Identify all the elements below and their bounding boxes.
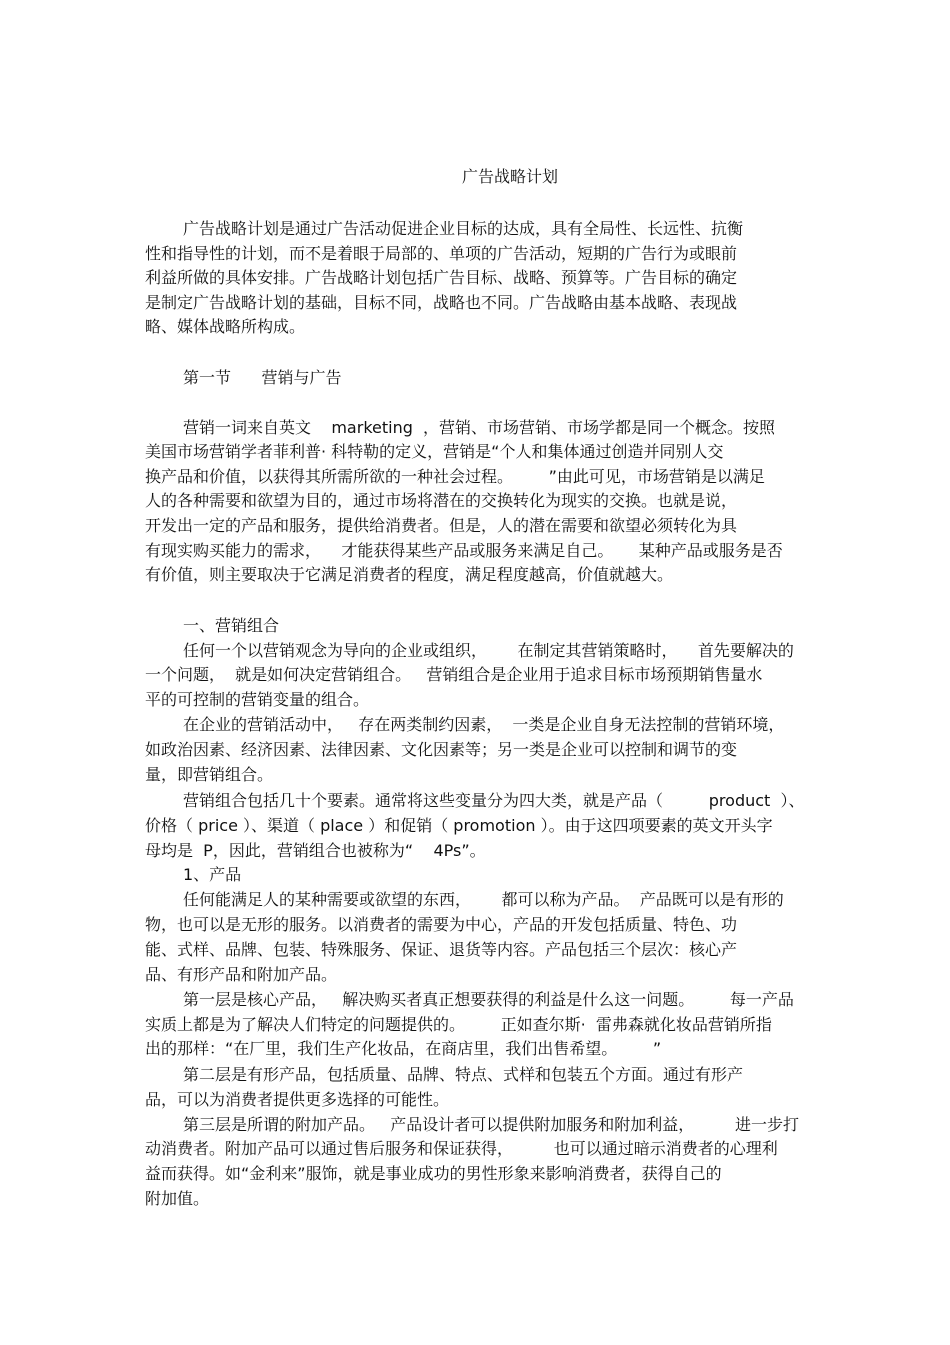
paragraph-line: 是制定广告战略计划的基础，目标不同，战略也不同。广告战略由基本战略、表现战 <box>145 293 738 312</box>
section-heading: 第一节 营销与广告 <box>183 368 342 387</box>
paragraph-line: 第一层是核心产品， 解决购买者真正想要获得的利益是什么这一问题。 每一产品 <box>183 990 794 1009</box>
paragraph-line: 附加值。 <box>145 1189 210 1208</box>
paragraph-line: 人的各种需要和欲望为目的，通过市场将潜在的交换转化为现实的交换。也就是说， <box>145 491 738 510</box>
subsection-heading: 1、产品 <box>183 865 242 884</box>
document-title: 广告战略计划 <box>461 167 558 186</box>
paragraph-line: 动消费者。附加产品可以通过售后服务和保证获得， 也可以通过暗示消费者的心理利 <box>145 1139 778 1158</box>
paragraph-line: 有价值，则主要取决于它满足消费者的程度，满足程度越高，价值就越大。 <box>145 565 674 584</box>
paragraph-line: 利益所做的具体安排。广告战略计划包括广告目标、战略、预算等。广告目标的确定 <box>145 268 738 287</box>
paragraph-line: 换产品和价值，以获得其所需所欲的一种社会过程。 ”由此可见，市场营销是以满足 <box>145 467 765 486</box>
paragraph-line: 在企业的营销活动中， 存在两类制约因素， 一类是企业自身无法控制的营销环境， <box>183 715 785 734</box>
paragraph-line: 母均是 P，因此，营销组合也被称为“ 4Ps”。 <box>145 841 486 860</box>
paragraph-line: 能、式样、品牌、包装、特殊服务、保证、退货等内容。产品包括三个层次：核心产 <box>145 940 738 959</box>
paragraph-line: 品，可以为消费者提供更多选择的可能性。 <box>145 1090 450 1109</box>
paragraph-line: 美国市场营销学者菲利普· 科特勒的定义，营销是“个人和集体通过创造并同别人交 <box>145 442 724 461</box>
paragraph-line: 营销一词来自英文 marketing ，营销、市场营销、市场学都是同一个概念。按照 <box>183 418 776 437</box>
paragraph-line: 平的可控制的营销变量的组合。 <box>145 690 370 709</box>
paragraph-line: 开发出一定的产品和服务，提供给消费者。但是，人的潜在需要和欲望必须转化为具 <box>145 516 738 535</box>
paragraph-line: 营销组合包括几十个要素。通常将这些变量分为四大类，就是产品（ product ）、 <box>183 791 805 810</box>
paragraph-line: 第二层是有形产品，包括质量、品牌、特点、式样和包装五个方面。通过有形产 <box>183 1065 744 1084</box>
paragraph-line: 如政治因素、经济因素、法律因素、文化因素等；另一类是企业可以控制和调节的变 <box>145 740 738 759</box>
paragraph-line: 任何一个以营销观念为导向的企业或组织， 在制定其营销策略时， 首先要解决的 <box>183 641 794 660</box>
subsection-heading: 一、营销组合 <box>183 616 280 635</box>
paragraph-line: 一个问题， 就是如何决定营销组合。 营销组合是企业用于追求目标市场预期销售量水 <box>145 665 763 684</box>
paragraph-line: 任何能满足人的某种需要或欲望的东西， 都可以称为产品。 产品既可以是有形的 <box>183 890 784 909</box>
paragraph-line: 第三层是所谓的附加产品。 产品设计者可以提供附加服务和附加利益， 进一步打 <box>183 1115 799 1134</box>
paragraph-line: 价格（ price ）、渠道（ place ）和促销（ promotion ）。由于这四项要素的英文开头字 <box>145 816 773 835</box>
paragraph-line: 物，也可以是无形的服务。以消费者的需要为中心，产品的开发包括质量、特色、功 <box>145 915 738 934</box>
paragraph-line: 性和指导性的计划，而不是着眼于局部的、单项的广告活动，短期的广告行为或眼前 <box>145 244 738 263</box>
paragraph-line: 量，即营销组合。 <box>145 765 274 784</box>
paragraph-line: 益而获得。如“金利来”服饰，就是事业成功的男性形象来影响消费者，获得自己的 <box>145 1164 722 1183</box>
paragraph-line: 实质上都是为了解决人们特定的问题提供的。 正如查尔斯· 雷弗森就化妆品营销所指 <box>145 1015 772 1034</box>
paragraph-line: 略、媒体战略所构成。 <box>145 317 306 336</box>
paragraph-line: 广告战略计划是通过广告活动促进企业目标的达成，具有全局性、长远性、抗衡 <box>183 219 744 238</box>
paragraph-line: 出的那样：“在厂里，我们生产化妆品，在商店里，我们出售希望。 ” <box>145 1039 662 1058</box>
paragraph-line: 品、有形产品和附加产品。 <box>145 965 338 984</box>
paragraph-line: 有现实购买能力的需求， 才能获得某些产品或服务来满足自己。 某种产品或服务是否 <box>145 541 783 560</box>
